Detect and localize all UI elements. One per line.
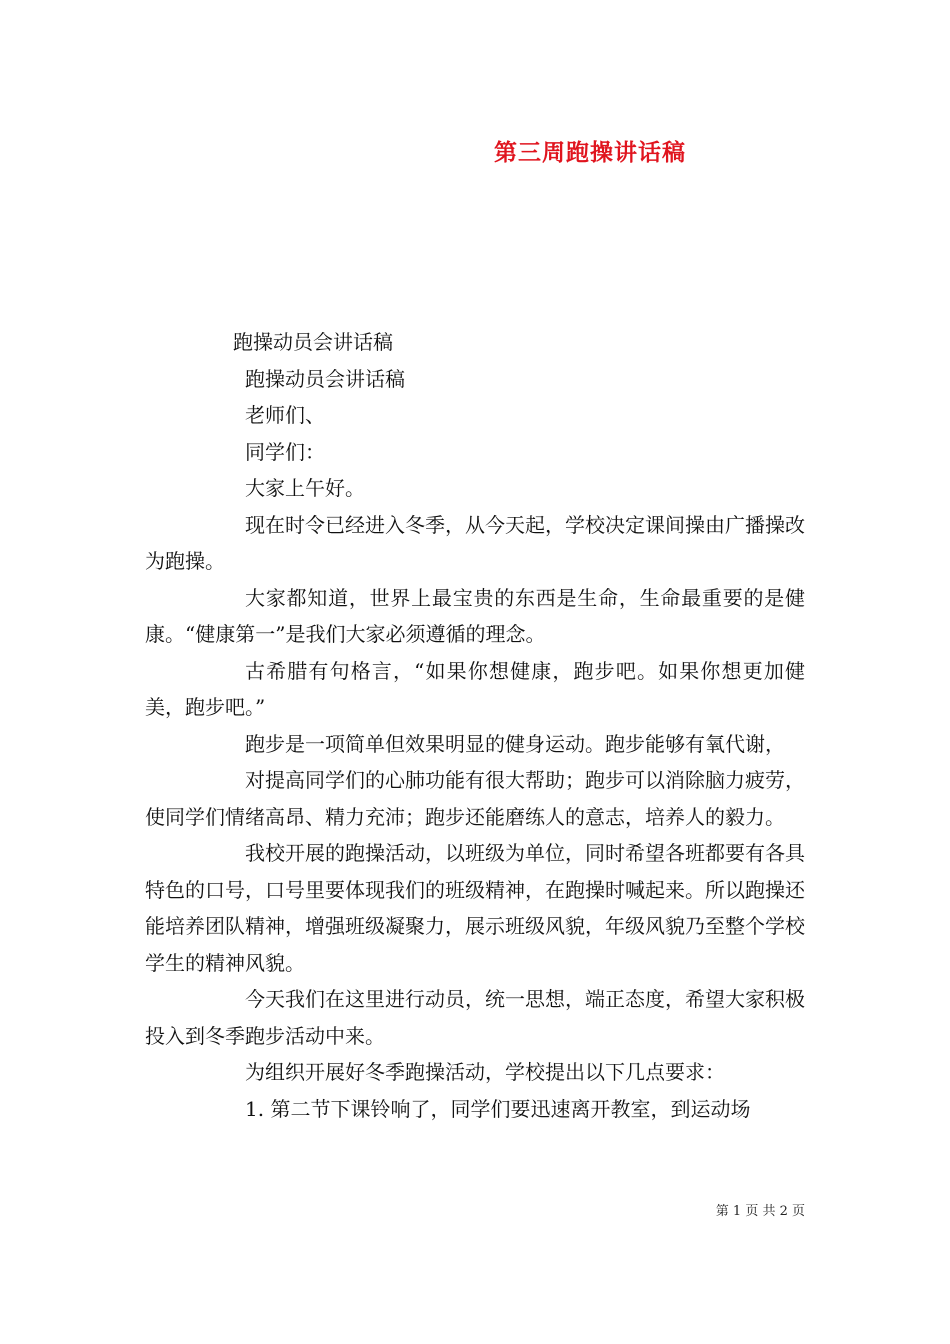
paragraph: 大家都知道，世界上最宝贵的东西是生命，生命最重要的是健康。“健康第一”是我们大家必须遵循的理念。 <box>145 585 805 646</box>
paragraph-good-morning: 大家上午好。 <box>245 476 365 500</box>
document-body <box>145 324 805 1127</box>
paragraph: 我校开展的跑操活动，以班级为单位，同时希望各班都要有各具特色的口号，口号里要体现我们的班级精神，在跑操时喊起来。所以跑操还能培养团队精神，增强班级凝聚力，展示班级风貌，年级风貌乃至整个学校学生的精神风貌。 <box>145 841 805 975</box>
paragraph: 为组织开展好冬季跑操活动，学校提出以下几点要求： <box>245 1060 725 1084</box>
document-title: 第三周跑操讲话稿 <box>494 139 686 166</box>
paragraph: 跑步是一项简单但效果明显的健身运动。跑步能够有氧代谢， <box>245 731 785 756</box>
page-number-footer: 第 1 页 共 2 页 <box>715 1204 805 1219</box>
paragraph: 今天我们在这里进行动员，统一思想，端正态度，希望大家积极投入到冬季跑步活动中来。 <box>145 987 805 1048</box>
paragraph-list-item: 1. 第二节下课铃响了，同学们要迅速离开教室，到运动场 <box>245 1096 751 1121</box>
paragraph: 对提高同学们的心肺功能有很大帮助；跑步可以消除脑力疲劳，使同学们情绪高昂、精力充沛；跑步还能磨练人的意志，培养人的毅力。 <box>145 768 805 829</box>
paragraph-greeting-teachers: 老师们、 <box>245 403 325 427</box>
paragraph-heading: 跑操动员会讲话稿 <box>233 330 393 354</box>
paragraph-subheading: 跑操动员会讲话稿 <box>245 366 405 391</box>
paragraph: 现在时令已经进入冬季，从今天起，学校决定课间操由广播操改为跑操。 <box>145 512 805 573</box>
paragraph: 古希腊有句格言，“如果你想健康，跑步吧。如果你想更加健美，跑步吧。” <box>145 658 805 719</box>
paragraph-greeting-students: 同学们： <box>245 439 325 464</box>
